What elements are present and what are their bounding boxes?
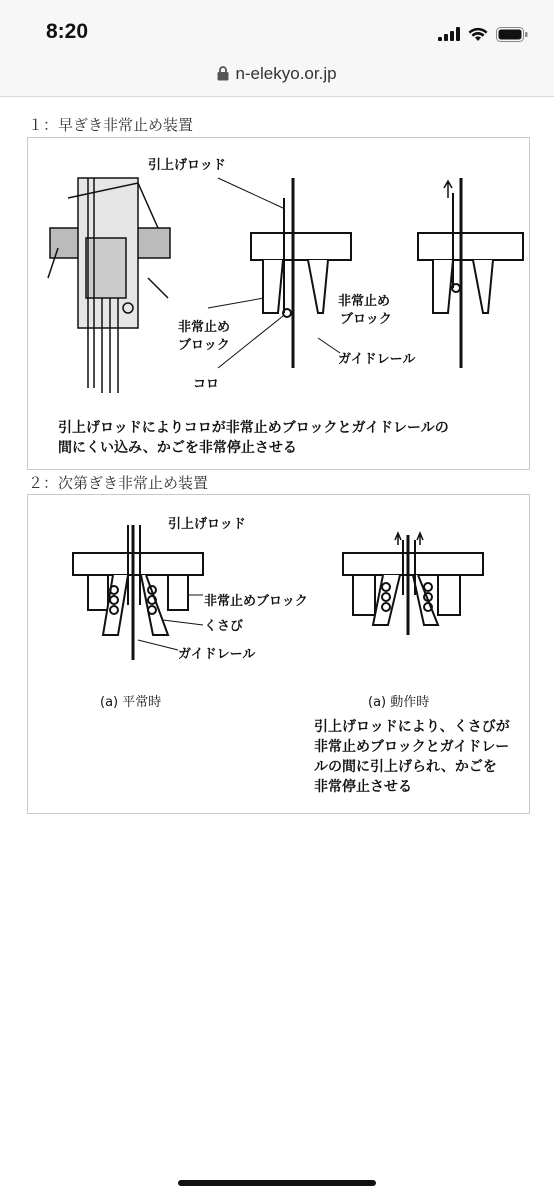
label-rail: ガイドレール [338,352,416,367]
address-bar[interactable] [0,62,554,97]
figure2-caption-line: 非常停止させる [314,779,412,795]
status-time: 8:20 [46,20,89,43]
label2-normal: (a) 平常時 [100,695,162,710]
status-icons [438,24,528,44]
mechanism-sketch [48,178,170,393]
cellular-signal-icon [438,27,460,41]
normal-state-diagram [73,525,203,660]
label2-wedge: くさび [204,619,244,634]
label-block-d: ブロック [178,338,230,353]
figure2-caption-line: ルの間に引上げられ、かごを [314,759,497,775]
active-state-diagram [343,533,483,635]
label2-block: 非常止めブロック [204,594,308,609]
label-block-a: 非常止め [338,294,391,309]
figure2-caption-line: 非常止めブロックとガイドレー [314,739,510,755]
figure1-box [27,137,530,470]
figure1-caption [58,418,518,458]
figure1-diagram [28,138,529,408]
figure2-caption-line: 引上げロッドにより、くさびが [314,719,510,735]
figure2-box [27,494,530,814]
label-rod: 引上げロッド [148,158,226,173]
figure2-caption [314,717,519,797]
label-block-c: 非常止め [178,320,231,335]
right-diagram [418,178,523,368]
figure1-caption-line: 間にくい込み、かごを非常停止させる [58,440,297,456]
label-block-b: ブロック [340,312,392,327]
label2-rail: ガイドレール [178,647,256,662]
label2-active: (a) 動作時 [368,695,430,710]
status-bar [0,0,554,62]
battery-icon [496,27,528,42]
url-text: n-elekyo.or.jp [235,64,337,83]
section2-title: ２：次第ぎき非常止め装置 [28,474,209,492]
figure1-caption-line: 引上げロッドによりコロが非常止めブロックとガイドレールの [58,420,449,436]
lock-icon [217,66,229,81]
section1-title: １：早ぎき非常止め装置 [28,116,194,134]
home-indicator[interactable] [178,1180,376,1186]
label-roller: コロ [193,377,220,392]
wifi-icon [468,27,488,42]
label2-rod: 引上げロッド [168,517,246,532]
